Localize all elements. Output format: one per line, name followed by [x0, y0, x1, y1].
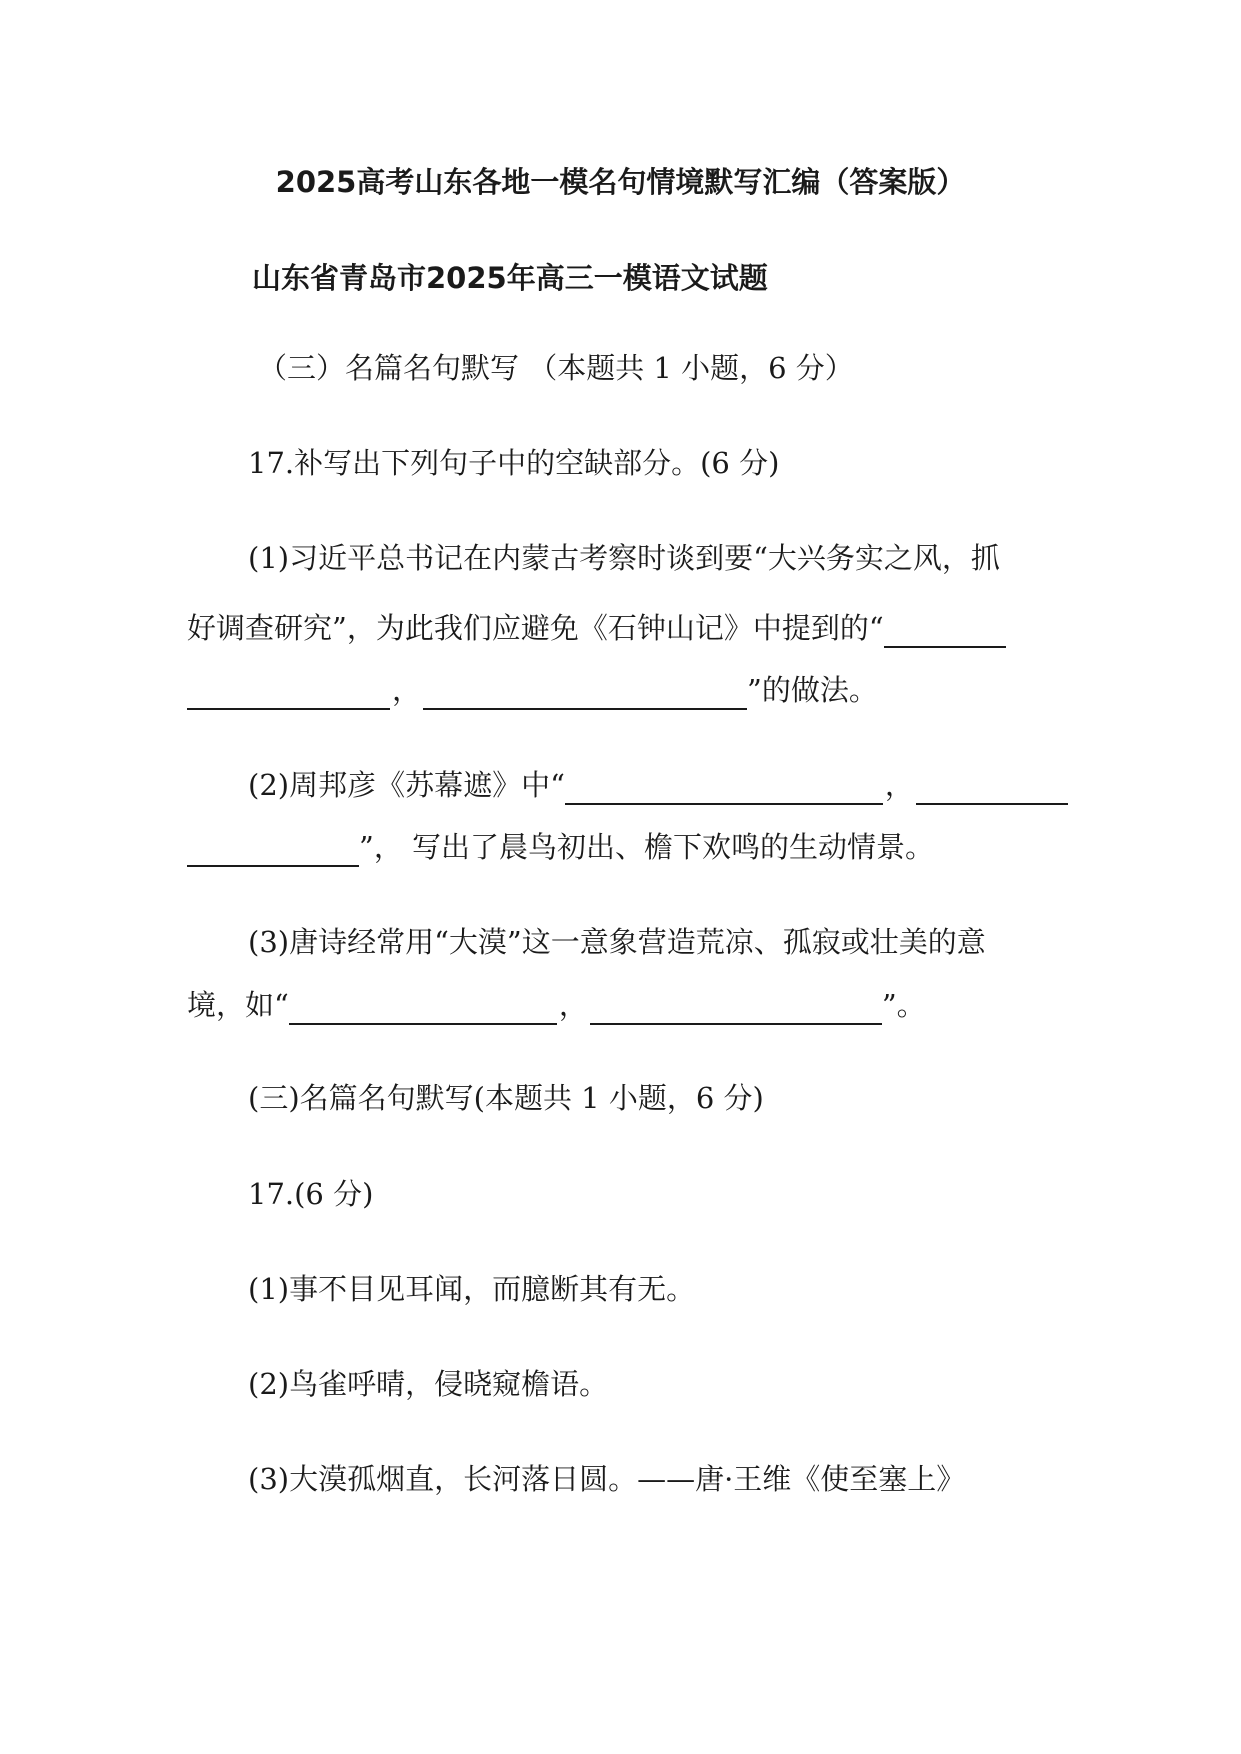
item-1-blank-b[interactable] — [187, 678, 390, 710]
item-1-prefix: 好调查研究”，为此我们应避免《石钟山记》中提到的“ — [187, 611, 884, 645]
item-1-comma: ， — [392, 673, 422, 707]
item-2-blank-a[interactable] — [565, 773, 883, 805]
answer-section-label: (三)名篇名句默写(本题共 1 小题，6 分) — [248, 1081, 764, 1115]
answer-3: (3)大漠孤烟直，长河落日圆。——唐·王维《使至塞上》 — [248, 1462, 966, 1496]
section-heading: 山东省青岛市2025年高三一模语文试题 — [252, 261, 768, 295]
item-3-blank-a[interactable] — [289, 993, 557, 1025]
item-3-blank-b[interactable] — [590, 993, 882, 1025]
item-1-blank-a[interactable] — [884, 616, 1006, 648]
item-3-suffix: ”。 — [881, 988, 926, 1022]
item-3-line-1: (3)唐诗经常用“大漠”这一意象营造荒凉、孤寂或壮美的意 — [248, 925, 986, 959]
item-1-line-2 — [187, 608, 1006, 648]
answer-1: (1)事不目见耳闻，而臆断其有无。 — [248, 1272, 696, 1306]
item-3-prefix: 境，如“ — [187, 988, 289, 1022]
item-2-line-2 — [187, 827, 934, 867]
item-2-comma: ， — [884, 768, 914, 802]
item-3-comma: ， — [558, 988, 588, 1022]
item-1-suffix: ”的做法。 — [747, 673, 878, 707]
answer-17-label: 17.(6 分) — [248, 1177, 374, 1211]
item-2-prefix: (2)周邦彦《苏幕遮》中“ — [248, 768, 565, 802]
item-2-suffix: ”， 写出了晨鸟初出、檐下欢鸣的生动情景。 — [359, 830, 935, 864]
item-2-line-1 — [248, 765, 1068, 805]
item-2-blank-c[interactable] — [187, 835, 359, 867]
item-1-line-1: (1)习近平总书记在内蒙古考察时谈到要“大兴务实之风，抓 — [248, 541, 1000, 575]
document-title: 2025高考山东各地一模名句情境默写汇编（答案版） — [275, 165, 966, 199]
item-1-blank-c[interactable] — [423, 678, 747, 710]
item-2-blank-b[interactable] — [916, 773, 1068, 805]
question-section-label: （三）名篇名句默写 （本题共 1 小题，6 分） — [258, 351, 854, 385]
question-17-stem: 17.补写出下列句子中的空缺部分。(6 分) — [248, 446, 780, 480]
item-3-line-2 — [187, 985, 926, 1025]
item-1-line-3 — [187, 670, 878, 710]
answer-2: (2)鸟雀呼晴，侵晓窥檐语。 — [248, 1367, 609, 1401]
